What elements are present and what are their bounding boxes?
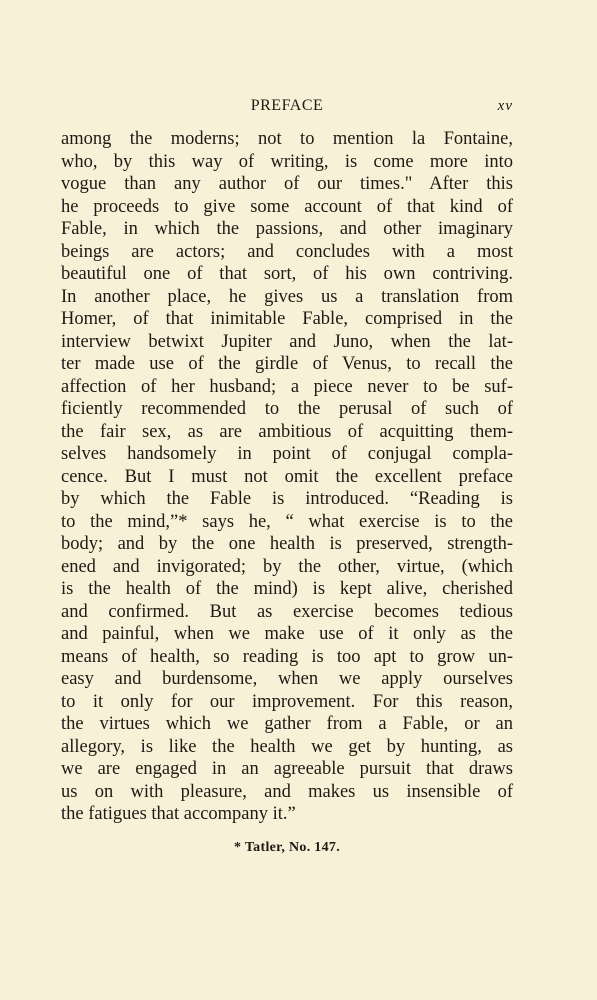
- running-head: PREFACE: [250, 97, 324, 114]
- text-line: ter made use of the girdle of Venus, to recall the: [61, 354, 513, 374]
- footnote: * Tatler, No. 147.: [233, 840, 340, 855]
- text-line: the fatigues that accompany it.”: [61, 804, 296, 824]
- text-line: and confirmed. But as exercise becomes tedious: [61, 601, 513, 622]
- text-line: the virtues which we gather from a Fable, or an: [61, 714, 513, 734]
- page-header: [61, 94, 513, 118]
- text-line: to it only for our improvement. For this reason,: [61, 691, 513, 712]
- text-line: the fair sex, as are ambitious of acquitting them-: [61, 421, 513, 442]
- text-line: among the moderns; not to mention la Fontaine,: [61, 129, 513, 149]
- text-line: Fable, in which the passions, and other imaginary: [61, 219, 513, 239]
- text-line: by which the Fable is introduced. “Reading is: [61, 489, 513, 509]
- text-line: is the health of the mind) is kept alive, cherished: [61, 579, 513, 599]
- text-line: affection of her husband; a piece never to be suf-: [61, 376, 513, 397]
- text-line: In another place, he gives us a translation from: [61, 286, 513, 307]
- text-line: selves handsomely in point of conjugal compla-: [61, 444, 513, 464]
- text-line: allegory, is like the health we get by hunting, as: [61, 736, 513, 757]
- text-line: he proceeds to give some account of that kind of: [61, 196, 513, 217]
- text-line: beautiful one of that sort, of his own contriving.: [61, 264, 513, 284]
- page-number: xv: [497, 98, 513, 114]
- text-line: we are engaged in an agreeable pursuit that draws: [61, 759, 513, 779]
- text-line: and painful, when we make use of it only as the: [61, 624, 513, 644]
- text-line: who, by this way of writing, is come more into: [61, 151, 513, 172]
- text-line: us on with pleasure, and makes us insensible of: [61, 781, 513, 802]
- margin-mark: [579, 780, 587, 790]
- body-text: [61, 128, 513, 826]
- text-line: cence. But I must not omit the excellent preface: [61, 466, 513, 487]
- text-line: body; and by the one health is preserved, strength-: [61, 534, 513, 554]
- text-line: ficiently recommended to the perusal of such of: [61, 399, 513, 419]
- text-line: to the mind,”* says he, “ what exercise is to the: [61, 511, 513, 532]
- text-line: ened and invigorated; by the other, virtue, (which: [61, 556, 513, 577]
- text-line: means of health, so reading is too apt to grow un-: [61, 646, 513, 667]
- text-line: beings are actors; and concludes with a most: [61, 241, 513, 262]
- text-line: vogue than any author of our times." After this: [61, 174, 513, 194]
- text-line: interview betwixt Jupiter and Juno, when the lat-: [61, 331, 513, 352]
- text-line: Homer, of that inimitable Fable, comprised in the: [61, 309, 513, 329]
- text-line: easy and burdensome, when we apply ourselves: [61, 669, 513, 689]
